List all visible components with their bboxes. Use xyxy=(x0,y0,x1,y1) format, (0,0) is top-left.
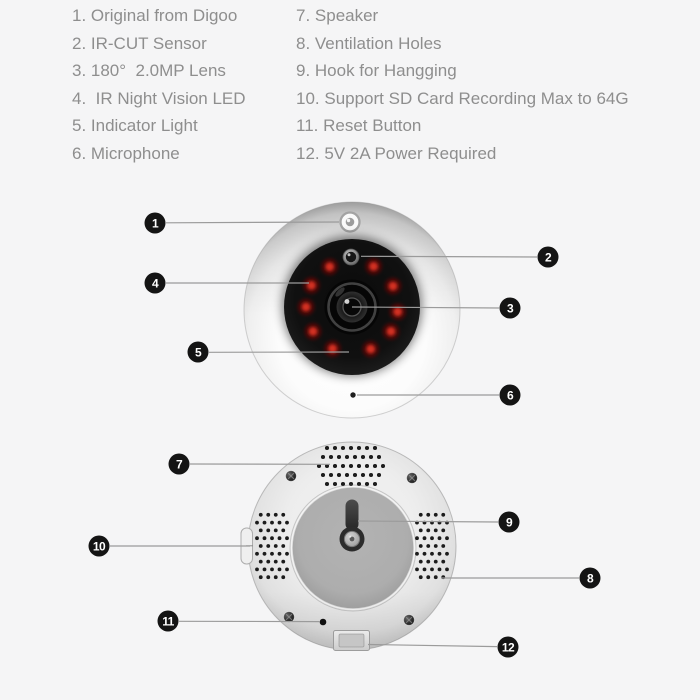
callout-marker-6: 6 xyxy=(500,385,521,406)
callout-marker-1: 1 xyxy=(145,213,166,234)
callout-marker-3: 3 xyxy=(500,298,521,319)
feature-item: 1. Original from Digoo xyxy=(72,6,238,25)
front-view xyxy=(244,202,460,418)
feature-list-left xyxy=(72,2,246,167)
feature-item: 7. Speaker xyxy=(296,6,379,25)
callout-line-2 xyxy=(361,256,537,257)
feature-item: 5. Indicator Light xyxy=(72,116,198,135)
feature-list-right xyxy=(296,2,629,167)
back-view xyxy=(241,442,456,651)
feature-item: 12. 5V 2A Power Required xyxy=(296,143,497,163)
ir-cut-sensor xyxy=(343,249,359,265)
feature-item: 9. Hook for Hangging xyxy=(296,61,457,80)
callout-line-12 xyxy=(368,645,497,647)
power-connector xyxy=(334,631,370,651)
callout-marker-12: 12 xyxy=(498,637,519,658)
microphone-hole xyxy=(350,392,355,397)
callout-marker-8: 8 xyxy=(580,568,601,589)
feature-item: 10. Support SD Card Recording Max to 64G xyxy=(296,88,629,108)
callout-marker-10: 10 xyxy=(89,536,110,557)
feature-item: 11. Reset Button xyxy=(296,116,422,135)
callout-marker-9: 9 xyxy=(499,512,520,533)
feature-item: 4. IR Night Vision LED xyxy=(72,88,246,108)
callout-line-1 xyxy=(166,222,339,223)
feature-item: 3. 180° 2.0MP Lens xyxy=(72,61,226,80)
feature-item: 2. IR-CUT Sensor xyxy=(72,33,207,53)
feature-item: 8. Ventilation Holes xyxy=(296,33,442,53)
callout-marker-2: 2 xyxy=(538,247,559,268)
feature-item: 6. Microphone xyxy=(72,143,180,163)
callout-marker-5: 5 xyxy=(188,342,209,363)
callout-marker-11: 11 xyxy=(158,611,179,632)
reset-hole xyxy=(320,619,327,626)
callout-marker-4: 4 xyxy=(145,273,166,294)
digoo-logo xyxy=(341,213,360,232)
callout-marker-7: 7 xyxy=(169,454,190,475)
